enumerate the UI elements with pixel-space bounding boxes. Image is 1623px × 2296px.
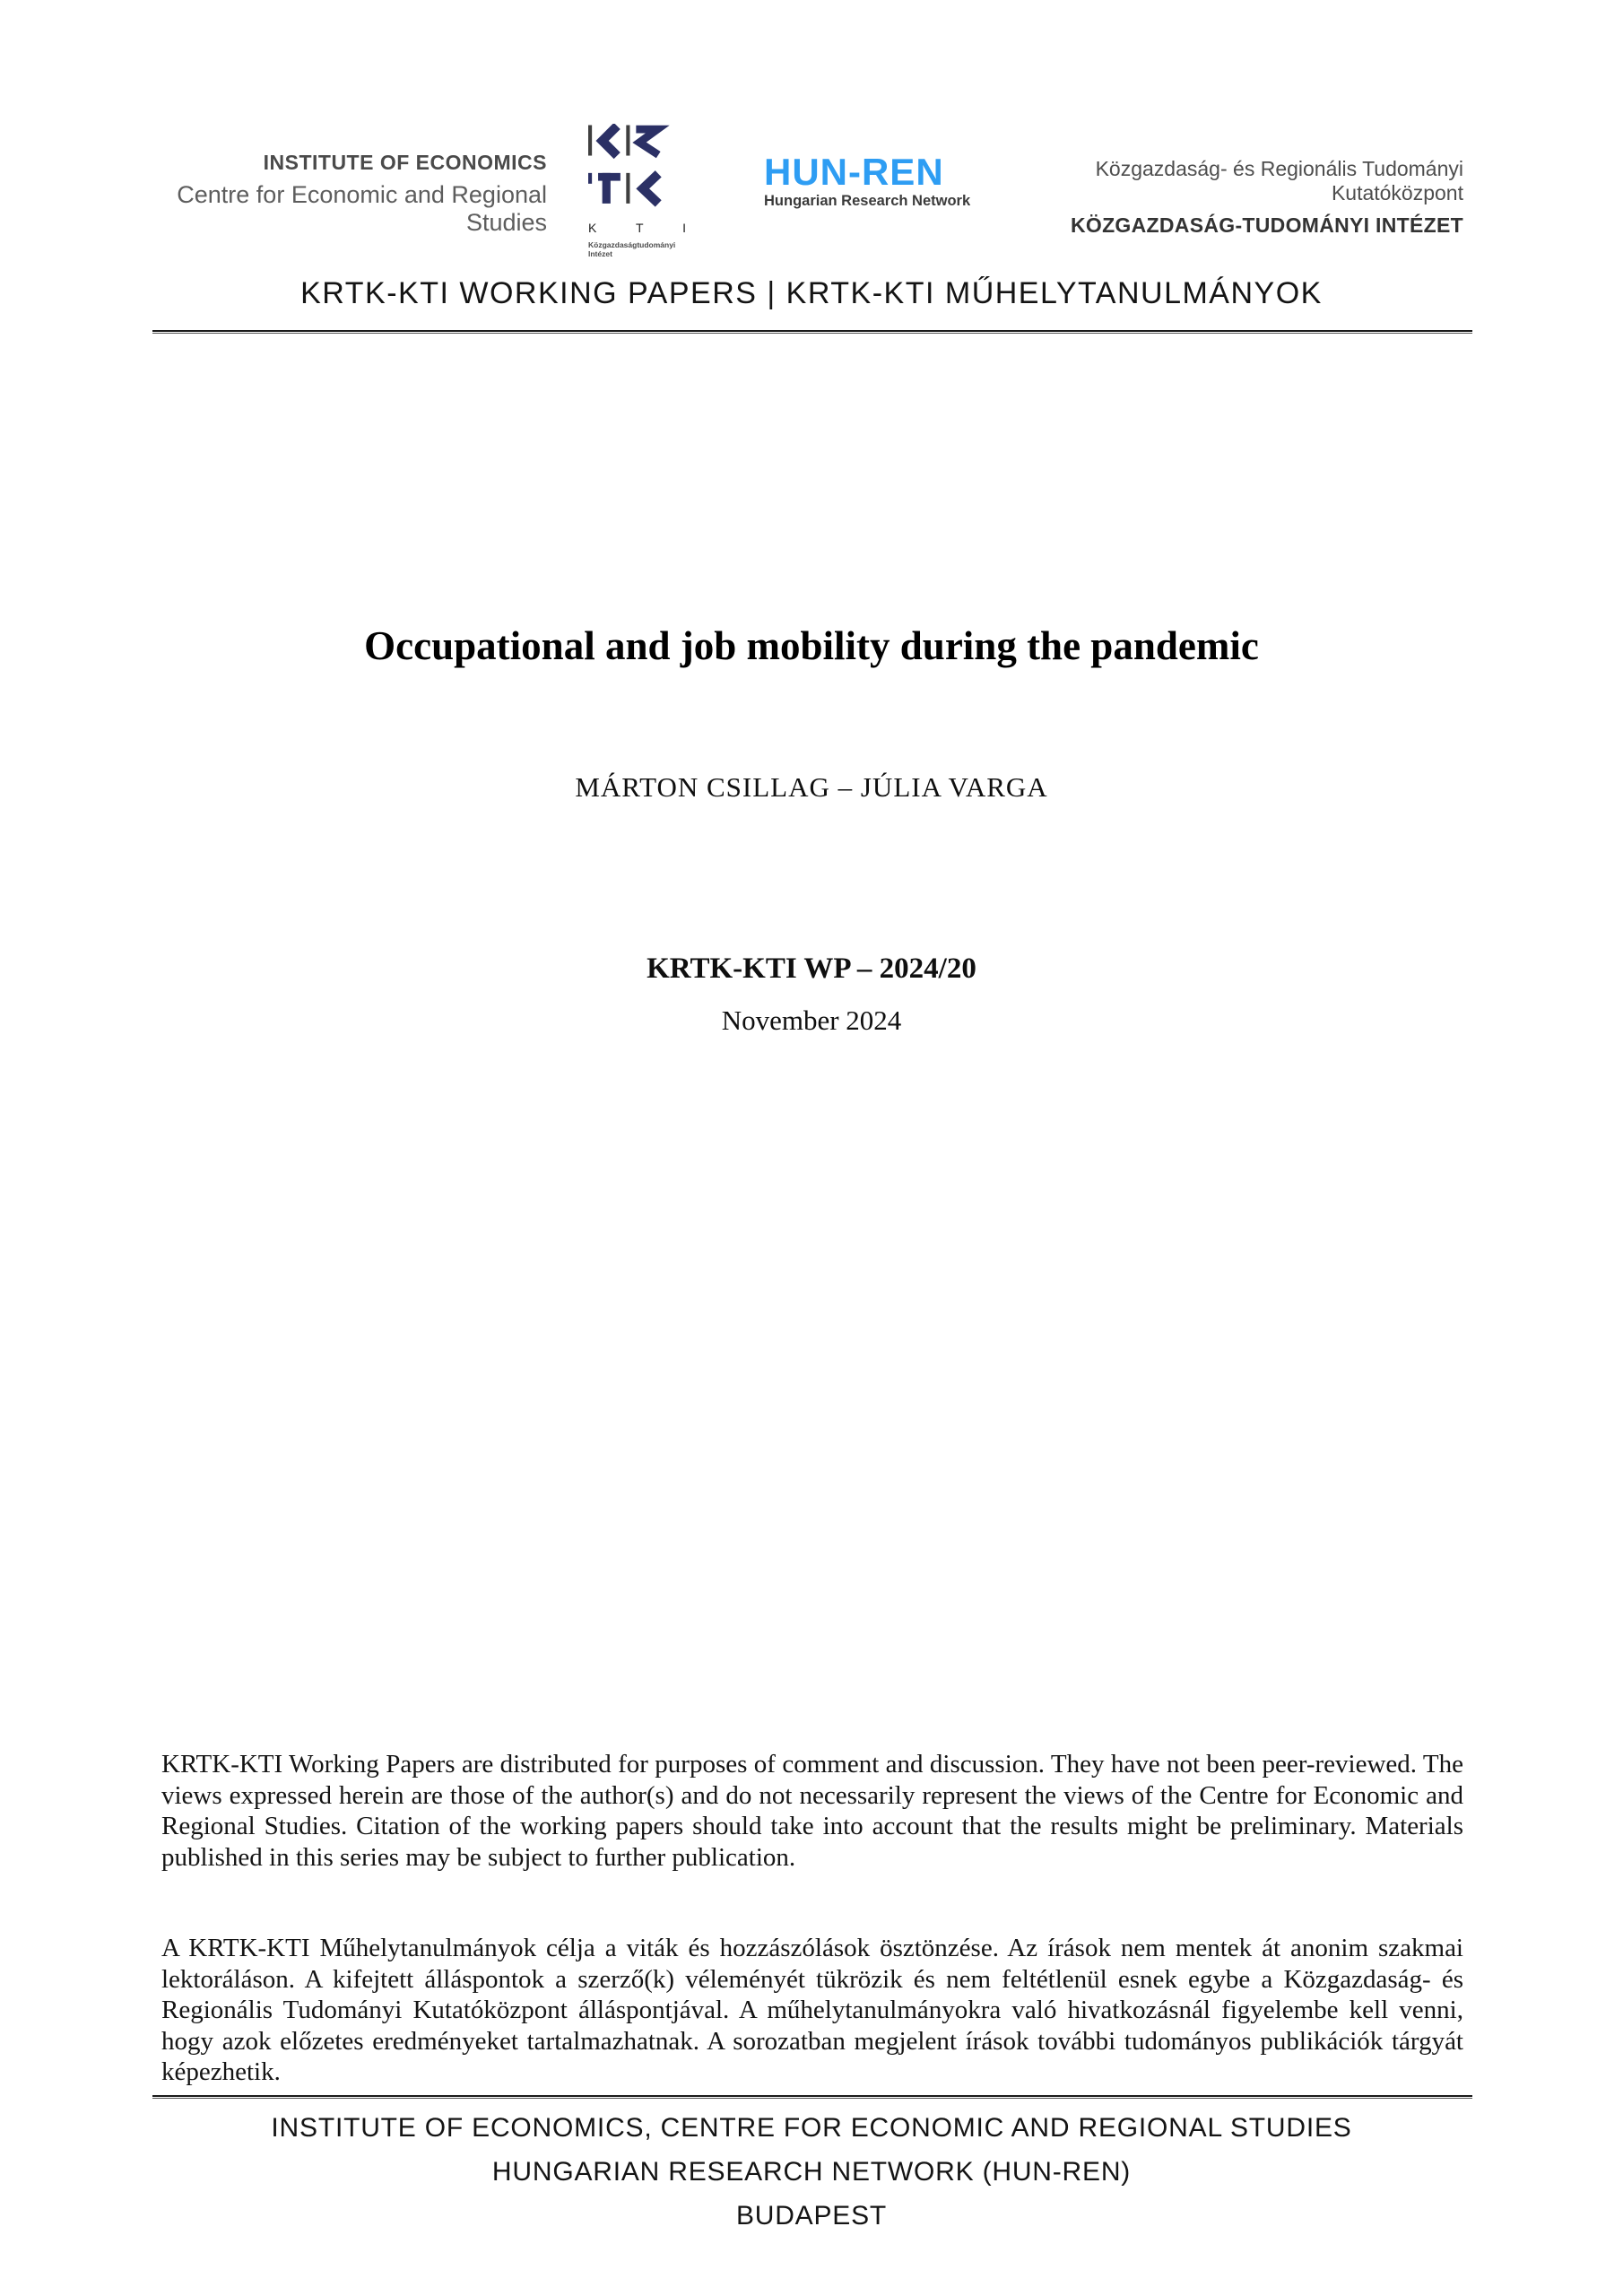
hunren-subtitle: Hungarian Research Network — [764, 193, 971, 209]
disclaimer-hungarian: A KRTK-KTI Műhelytanulmányok célja a viták és hozzászólások ösztönzése. Az írások nem mentek át anonim szakmai lektoráláson. A kifejtett álláspontok a szerző(k) véleményét tükrözik és nem feltétlenül esnek egybe a Közgazdaság- és Regionális Tudományi Kutatóközpont álláspontjával. A műhelytanulmányokra való hivatkozásnál figyelembe kell venni, hogy azok előzetes eredményeket tartalmazhatnak. A sorozatban megjelent írások további tudományos publikációk tárgyát képezhetik. — [161, 1934, 1463, 2086]
kti-letters: K T I — [588, 221, 705, 235]
hunren-wordmark: HUN-REN — [764, 151, 944, 193]
footer — [0, 2106, 1623, 2238]
centre-name: Centre for Economic and Regional Studies — [177, 181, 547, 236]
issue-date: November 2024 — [721, 1004, 902, 1036]
krtk-subtext — [588, 240, 676, 258]
krtk-subtext-line1: Közgazdaságtudományi — [588, 240, 676, 249]
intezet-name: KÖZGAZDASÁG-TUDOMÁNYI INTÉZET — [1070, 213, 1463, 237]
top-horizontal-rule — [152, 330, 1472, 334]
krtk-logo-glyphs — [588, 124, 671, 209]
footer-line-institute: INSTITUTE OF ECONOMICS, CENTRE FOR ECONOMIC AND REGIONAL STUDIES — [271, 2113, 1352, 2143]
disclaimer-english: KRTK-KTI Working Papers are distributed for purposes of comment and discussion. They have not been peer-reviewed. The views expressed herein are those of the author(s) and do not necessarily represent the views of the Centre for Economic and Regional Studies. Citation of the working papers should take into account that the results might be preliminary. Materials published in this series may be subject to further publication. — [161, 1750, 1463, 1872]
paper-title: Occupational and job mobility during the pandemic — [364, 623, 1259, 668]
footer-line-city: BUDAPEST — [735, 2201, 888, 2231]
hunren-logo — [764, 151, 979, 210]
kutatokozpont-name: Közgazdaság- és Regionális Tudományi Kutatóközpont — [1095, 157, 1463, 204]
institute-name: INSTITUTE OF ECONOMICS — [263, 151, 547, 174]
kozgazdasag-logo-text — [961, 157, 1463, 238]
bottom-horizontal-rule — [152, 2095, 1472, 2099]
krtk-kti-logo — [588, 124, 705, 258]
series-banner: KRTK-KTI WORKING PAPERS | KRTK-KTI MŰHELYTANULMÁNYOK — [300, 276, 1323, 310]
working-paper-number: KRTK-KTI WP – 2024/20 — [647, 952, 976, 985]
footer-line-network: HUNGARIAN RESEARCH NETWORK (HUN-REN) — [491, 2157, 1132, 2187]
paper-authors: MÁRTON CSILLAG – JÚLIA VARGA — [575, 771, 1048, 803]
krtk-subtext-line2: Intézet — [588, 249, 612, 258]
institute-of-economics-logo-text — [161, 151, 547, 237]
